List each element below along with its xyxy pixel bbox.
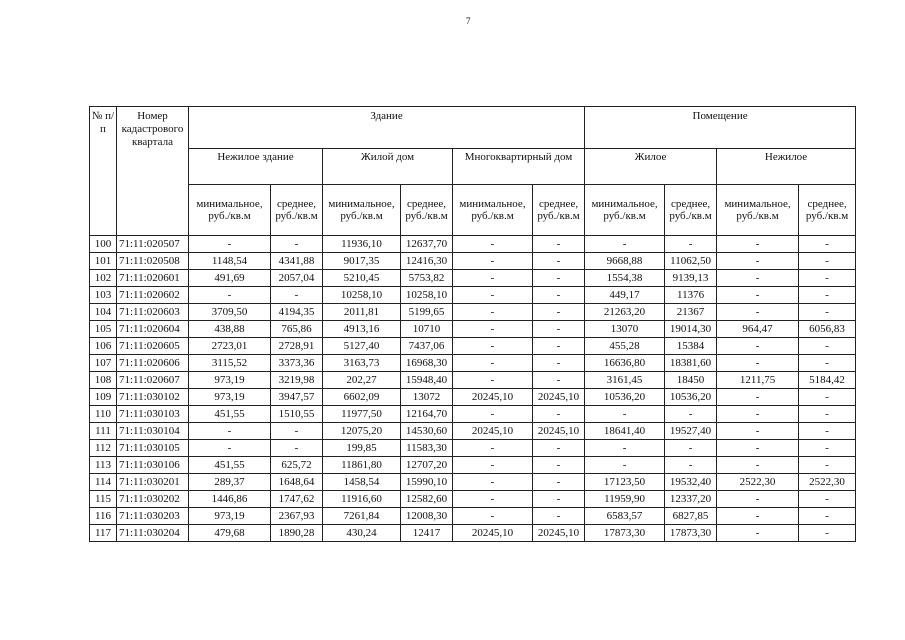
header-building: Здание [189, 107, 585, 149]
row-number-cell: 102 [90, 270, 117, 287]
apartment-avg-cell: 20245,10 [533, 423, 585, 440]
nonres-building-min-cell: 3115,52 [189, 355, 271, 372]
apartment-min-cell: - [453, 491, 533, 508]
nonres-premises-avg-cell: - [799, 253, 856, 270]
res-premises-min-cell: 3161,45 [585, 372, 665, 389]
cadastral-quarter-cell: 71:11:020605 [117, 338, 189, 355]
nonres-building-min-cell: 451,55 [189, 406, 271, 423]
nonres-building-min-cell: 491,69 [189, 270, 271, 287]
nonres-premises-avg-cell: - [799, 304, 856, 321]
header-min-price: минимальное, руб./кв.м [323, 185, 401, 236]
res-premises-min-cell: - [585, 236, 665, 253]
cadastral-quarter-cell: 71:11:020603 [117, 304, 189, 321]
res-premises-avg-cell: 21367 [665, 304, 717, 321]
res-premises-min-cell: - [585, 457, 665, 474]
nonres-building-min-cell: 479,68 [189, 525, 271, 542]
res-premises-min-cell: - [585, 440, 665, 457]
res-premises-avg-cell: - [665, 457, 717, 474]
house-avg-cell: 12417 [401, 525, 453, 542]
apartment-min-cell: - [453, 236, 533, 253]
res-premises-min-cell: 449,17 [585, 287, 665, 304]
table-row [90, 389, 856, 406]
nonres-premises-min-cell: - [717, 406, 799, 423]
table-body [90, 236, 856, 542]
nonres-building-avg-cell: 4341,88 [271, 253, 323, 270]
house-avg-cell: 15990,10 [401, 474, 453, 491]
apartment-avg-cell: - [533, 338, 585, 355]
res-premises-avg-cell: 19014,30 [665, 321, 717, 338]
nonres-building-min-cell: 2723,01 [189, 338, 271, 355]
row-number-cell: 105 [90, 321, 117, 338]
apartment-avg-cell: - [533, 236, 585, 253]
res-premises-avg-cell: - [665, 236, 717, 253]
row-number-cell: 106 [90, 338, 117, 355]
nonres-premises-min-cell: 1211,75 [717, 372, 799, 389]
cadastral-quarter-cell: 71:11:030201 [117, 474, 189, 491]
res-premises-min-cell: 10536,20 [585, 389, 665, 406]
nonres-premises-avg-cell: - [799, 491, 856, 508]
apartment-min-cell: - [453, 355, 533, 372]
table-header [90, 107, 856, 236]
house-min-cell: 3163,73 [323, 355, 401, 372]
cadastral-quarter-cell: 71:11:020606 [117, 355, 189, 372]
house-min-cell: 11861,80 [323, 457, 401, 474]
header-min-price: минимальное, руб./кв.м [189, 185, 271, 236]
house-avg-cell: 14530,60 [401, 423, 453, 440]
res-premises-min-cell: 16636,80 [585, 355, 665, 372]
nonres-building-min-cell: 289,37 [189, 474, 271, 491]
nonres-premises-min-cell: - [717, 253, 799, 270]
apartment-min-cell: - [453, 338, 533, 355]
apartment-avg-cell: - [533, 372, 585, 389]
house-min-cell: 12075,20 [323, 423, 401, 440]
house-min-cell: 11977,50 [323, 406, 401, 423]
nonres-building-avg-cell: 2367,93 [271, 508, 323, 525]
apartment-avg-cell: - [533, 287, 585, 304]
res-premises-min-cell: 1554,38 [585, 270, 665, 287]
apartment-min-cell: - [453, 406, 533, 423]
nonres-premises-avg-cell: - [799, 236, 856, 253]
nonres-premises-avg-cell: - [799, 389, 856, 406]
header-residential-house: Жилой дом [323, 149, 453, 185]
nonres-building-avg-cell: 3373,36 [271, 355, 323, 372]
nonres-building-min-cell: 973,19 [189, 508, 271, 525]
res-premises-min-cell: 6583,57 [585, 508, 665, 525]
apartment-avg-cell: - [533, 270, 585, 287]
nonres-premises-min-cell: - [717, 440, 799, 457]
nonres-premises-min-cell: - [717, 287, 799, 304]
nonres-building-avg-cell: 625,72 [271, 457, 323, 474]
res-premises-avg-cell: 9139,13 [665, 270, 717, 287]
house-avg-cell: 10258,10 [401, 287, 453, 304]
house-min-cell: 1458,54 [323, 474, 401, 491]
apartment-avg-cell: - [533, 304, 585, 321]
res-premises-avg-cell: 11376 [665, 287, 717, 304]
header-min-price: минимальное, руб./кв.м [453, 185, 533, 236]
cadastral-quarter-cell: 71:11:020602 [117, 287, 189, 304]
row-number-cell: 100 [90, 236, 117, 253]
nonres-building-min-cell: 1446,86 [189, 491, 271, 508]
res-premises-avg-cell: 19532,40 [665, 474, 717, 491]
nonres-building-avg-cell: - [271, 440, 323, 457]
apartment-min-cell: - [453, 253, 533, 270]
nonres-building-avg-cell: 1648,64 [271, 474, 323, 491]
res-premises-min-cell: 11959,90 [585, 491, 665, 508]
cadastral-quarter-cell: 71:11:020601 [117, 270, 189, 287]
nonres-building-avg-cell: - [271, 236, 323, 253]
house-min-cell: 11916,60 [323, 491, 401, 508]
nonres-building-min-cell: - [189, 423, 271, 440]
header-number: № п/п [90, 107, 117, 236]
nonres-premises-min-cell: 2522,30 [717, 474, 799, 491]
header-premises: Помещение [585, 107, 856, 149]
table-row [90, 423, 856, 440]
house-min-cell: 430,24 [323, 525, 401, 542]
row-number-cell: 104 [90, 304, 117, 321]
row-number-cell: 112 [90, 440, 117, 457]
res-premises-min-cell: 17123,50 [585, 474, 665, 491]
cadastral-quarter-cell: 71:11:030202 [117, 491, 189, 508]
nonres-premises-min-cell: - [717, 491, 799, 508]
house-min-cell: 7261,84 [323, 508, 401, 525]
table-row [90, 457, 856, 474]
house-avg-cell: 12582,60 [401, 491, 453, 508]
table-row [90, 474, 856, 491]
nonres-building-avg-cell: 4194,35 [271, 304, 323, 321]
res-premises-avg-cell: 17873,30 [665, 525, 717, 542]
table-row [90, 304, 856, 321]
house-avg-cell: 12164,70 [401, 406, 453, 423]
nonres-premises-avg-cell: - [799, 457, 856, 474]
house-min-cell: 2011,81 [323, 304, 401, 321]
cadastral-quarter-cell: 71:11:030105 [117, 440, 189, 457]
house-avg-cell: 7437,06 [401, 338, 453, 355]
nonres-building-avg-cell: 3219,98 [271, 372, 323, 389]
res-premises-avg-cell: 18381,60 [665, 355, 717, 372]
apartment-avg-cell: - [533, 508, 585, 525]
nonres-premises-min-cell: - [717, 389, 799, 406]
nonres-premises-min-cell: - [717, 355, 799, 372]
nonres-building-min-cell: - [189, 287, 271, 304]
nonres-premises-avg-cell: 2522,30 [799, 474, 856, 491]
house-avg-cell: 12637,70 [401, 236, 453, 253]
house-avg-cell: 12416,30 [401, 253, 453, 270]
house-min-cell: 11936,10 [323, 236, 401, 253]
nonres-premises-avg-cell: - [799, 440, 856, 457]
res-premises-avg-cell: 6827,85 [665, 508, 717, 525]
nonres-building-min-cell: 451,55 [189, 457, 271, 474]
nonres-premises-min-cell: - [717, 525, 799, 542]
row-number-cell: 109 [90, 389, 117, 406]
house-min-cell: 199,85 [323, 440, 401, 457]
table-row [90, 372, 856, 389]
row-number-cell: 108 [90, 372, 117, 389]
nonres-building-min-cell: 3709,50 [189, 304, 271, 321]
house-min-cell: 10258,10 [323, 287, 401, 304]
row-number-cell: 116 [90, 508, 117, 525]
table-row [90, 355, 856, 372]
apartment-avg-cell: - [533, 406, 585, 423]
nonres-premises-avg-cell: - [799, 406, 856, 423]
row-number-cell: 107 [90, 355, 117, 372]
cadastral-quarter-cell: 71:11:030204 [117, 525, 189, 542]
cadastral-quarter-cell: 71:11:030106 [117, 457, 189, 474]
house-min-cell: 6602,09 [323, 389, 401, 406]
cadastral-value-table-container [89, 106, 855, 542]
header-nonresidential-premises: Нежилое [717, 149, 856, 185]
nonres-premises-avg-cell: - [799, 338, 856, 355]
house-min-cell: 9017,35 [323, 253, 401, 270]
nonres-premises-min-cell: - [717, 338, 799, 355]
nonres-building-min-cell: 438,88 [189, 321, 271, 338]
house-avg-cell: 12008,30 [401, 508, 453, 525]
header-min-price: минимальное, руб./кв.м [585, 185, 665, 236]
row-number-cell: 111 [90, 423, 117, 440]
cadastral-quarter-cell: 71:11:020507 [117, 236, 189, 253]
apartment-min-cell: - [453, 372, 533, 389]
apartment-min-cell: - [453, 270, 533, 287]
house-min-cell: 202,27 [323, 372, 401, 389]
apartment-min-cell: 20245,10 [453, 423, 533, 440]
nonres-building-avg-cell: - [271, 423, 323, 440]
house-avg-cell: 15948,40 [401, 372, 453, 389]
apartment-avg-cell: - [533, 491, 585, 508]
cadastral-quarter-cell: 71:11:020607 [117, 372, 189, 389]
res-premises-avg-cell: - [665, 406, 717, 423]
row-number-cell: 103 [90, 287, 117, 304]
nonres-premises-min-cell: - [717, 423, 799, 440]
row-number-cell: 101 [90, 253, 117, 270]
apartment-avg-cell: 20245,10 [533, 389, 585, 406]
res-premises-avg-cell: 18450 [665, 372, 717, 389]
nonres-building-min-cell: 973,19 [189, 389, 271, 406]
cadastral-quarter-cell: 71:11:030104 [117, 423, 189, 440]
res-premises-avg-cell: 11062,50 [665, 253, 717, 270]
header-avg-price: среднее, руб./кв.м [799, 185, 856, 236]
nonres-premises-min-cell: - [717, 270, 799, 287]
house-avg-cell: 5199,65 [401, 304, 453, 321]
apartment-min-cell: - [453, 440, 533, 457]
nonres-building-avg-cell: 2057,04 [271, 270, 323, 287]
nonres-building-min-cell: 1148,54 [189, 253, 271, 270]
table-row [90, 440, 856, 457]
nonres-premises-avg-cell: 6056,83 [799, 321, 856, 338]
apartment-min-cell: - [453, 457, 533, 474]
res-premises-min-cell: 17873,30 [585, 525, 665, 542]
house-min-cell: 5210,45 [323, 270, 401, 287]
table-row [90, 287, 856, 304]
cadastral-quarter-cell: 71:11:030103 [117, 406, 189, 423]
res-premises-avg-cell: 15384 [665, 338, 717, 355]
house-avg-cell: 13072 [401, 389, 453, 406]
res-premises-min-cell: 18641,40 [585, 423, 665, 440]
nonres-premises-avg-cell: - [799, 355, 856, 372]
header-cadastral-quarter: Номер кадастрового квартала [117, 107, 189, 236]
nonres-premises-min-cell: - [717, 304, 799, 321]
nonres-building-avg-cell: 1747,62 [271, 491, 323, 508]
apartment-avg-cell: - [533, 440, 585, 457]
apartment-avg-cell: - [533, 321, 585, 338]
nonres-premises-avg-cell: 5184,42 [799, 372, 856, 389]
house-avg-cell: 5753,82 [401, 270, 453, 287]
house-avg-cell: 10710 [401, 321, 453, 338]
nonres-building-min-cell: 973,19 [189, 372, 271, 389]
row-number-cell: 117 [90, 525, 117, 542]
table-row [90, 236, 856, 253]
res-premises-avg-cell: 19527,40 [665, 423, 717, 440]
house-min-cell: 5127,40 [323, 338, 401, 355]
nonres-building-avg-cell: - [271, 287, 323, 304]
apartment-avg-cell: 20245,10 [533, 525, 585, 542]
header-avg-price: среднее, руб./кв.м [533, 185, 585, 236]
apartment-min-cell: 20245,10 [453, 389, 533, 406]
apartment-min-cell: - [453, 321, 533, 338]
header-residential-premises: Жилое [585, 149, 717, 185]
house-avg-cell: 12707,20 [401, 457, 453, 474]
cadastral-quarter-cell: 71:11:030102 [117, 389, 189, 406]
res-premises-min-cell: 13070 [585, 321, 665, 338]
header-avg-price: среднее, руб./кв.м [665, 185, 717, 236]
house-avg-cell: 11583,30 [401, 440, 453, 457]
table-row [90, 321, 856, 338]
res-premises-min-cell: 9668,88 [585, 253, 665, 270]
nonres-premises-avg-cell: - [799, 287, 856, 304]
apartment-min-cell: - [453, 287, 533, 304]
res-premises-avg-cell: - [665, 440, 717, 457]
header-nonresidential-building: Нежилое здание [189, 149, 323, 185]
cadastral-quarter-cell: 71:11:020604 [117, 321, 189, 338]
nonres-building-avg-cell: 765,86 [271, 321, 323, 338]
apartment-min-cell: 20245,10 [453, 525, 533, 542]
nonres-premises-avg-cell: - [799, 270, 856, 287]
nonres-building-avg-cell: 2728,91 [271, 338, 323, 355]
header-min-price: минимальное, руб./кв.м [717, 185, 799, 236]
res-premises-avg-cell: 10536,20 [665, 389, 717, 406]
table-row [90, 253, 856, 270]
header-apartment-building: Многоквартирный дом [453, 149, 585, 185]
nonres-premises-min-cell: - [717, 457, 799, 474]
res-premises-avg-cell: 12337,20 [665, 491, 717, 508]
apartment-avg-cell: - [533, 457, 585, 474]
res-premises-min-cell: - [585, 406, 665, 423]
nonres-building-avg-cell: 1890,28 [271, 525, 323, 542]
table-row [90, 508, 856, 525]
nonres-premises-min-cell: 964,47 [717, 321, 799, 338]
apartment-avg-cell: - [533, 355, 585, 372]
nonres-premises-avg-cell: - [799, 525, 856, 542]
cadastral-quarter-cell: 71:11:020508 [117, 253, 189, 270]
row-number-cell: 114 [90, 474, 117, 491]
nonres-building-avg-cell: 1510,55 [271, 406, 323, 423]
table-row [90, 338, 856, 355]
nonres-premises-avg-cell: - [799, 423, 856, 440]
row-number-cell: 110 [90, 406, 117, 423]
res-premises-min-cell: 455,28 [585, 338, 665, 355]
table-row [90, 270, 856, 287]
apartment-min-cell: - [453, 474, 533, 491]
house-min-cell: 4913,16 [323, 321, 401, 338]
nonres-building-min-cell: - [189, 440, 271, 457]
nonres-premises-min-cell: - [717, 236, 799, 253]
table-row [90, 525, 856, 542]
header-avg-price: среднее, руб./кв.м [401, 185, 453, 236]
header-avg-price: среднее, руб./кв.м [271, 185, 323, 236]
apartment-avg-cell: - [533, 253, 585, 270]
table-row [90, 491, 856, 508]
cadastral-quarter-cell: 71:11:030203 [117, 508, 189, 525]
row-number-cell: 115 [90, 491, 117, 508]
nonres-building-avg-cell: 3947,57 [271, 389, 323, 406]
nonres-premises-min-cell: - [717, 508, 799, 525]
house-avg-cell: 16968,30 [401, 355, 453, 372]
row-number-cell: 113 [90, 457, 117, 474]
nonres-premises-avg-cell: - [799, 508, 856, 525]
page-number: 7 [466, 16, 471, 26]
apartment-min-cell: - [453, 304, 533, 321]
apartment-avg-cell: - [533, 474, 585, 491]
res-premises-min-cell: 21263,20 [585, 304, 665, 321]
apartment-min-cell: - [453, 508, 533, 525]
cadastral-value-table [89, 106, 856, 542]
table-row [90, 406, 856, 423]
nonres-building-min-cell: - [189, 236, 271, 253]
